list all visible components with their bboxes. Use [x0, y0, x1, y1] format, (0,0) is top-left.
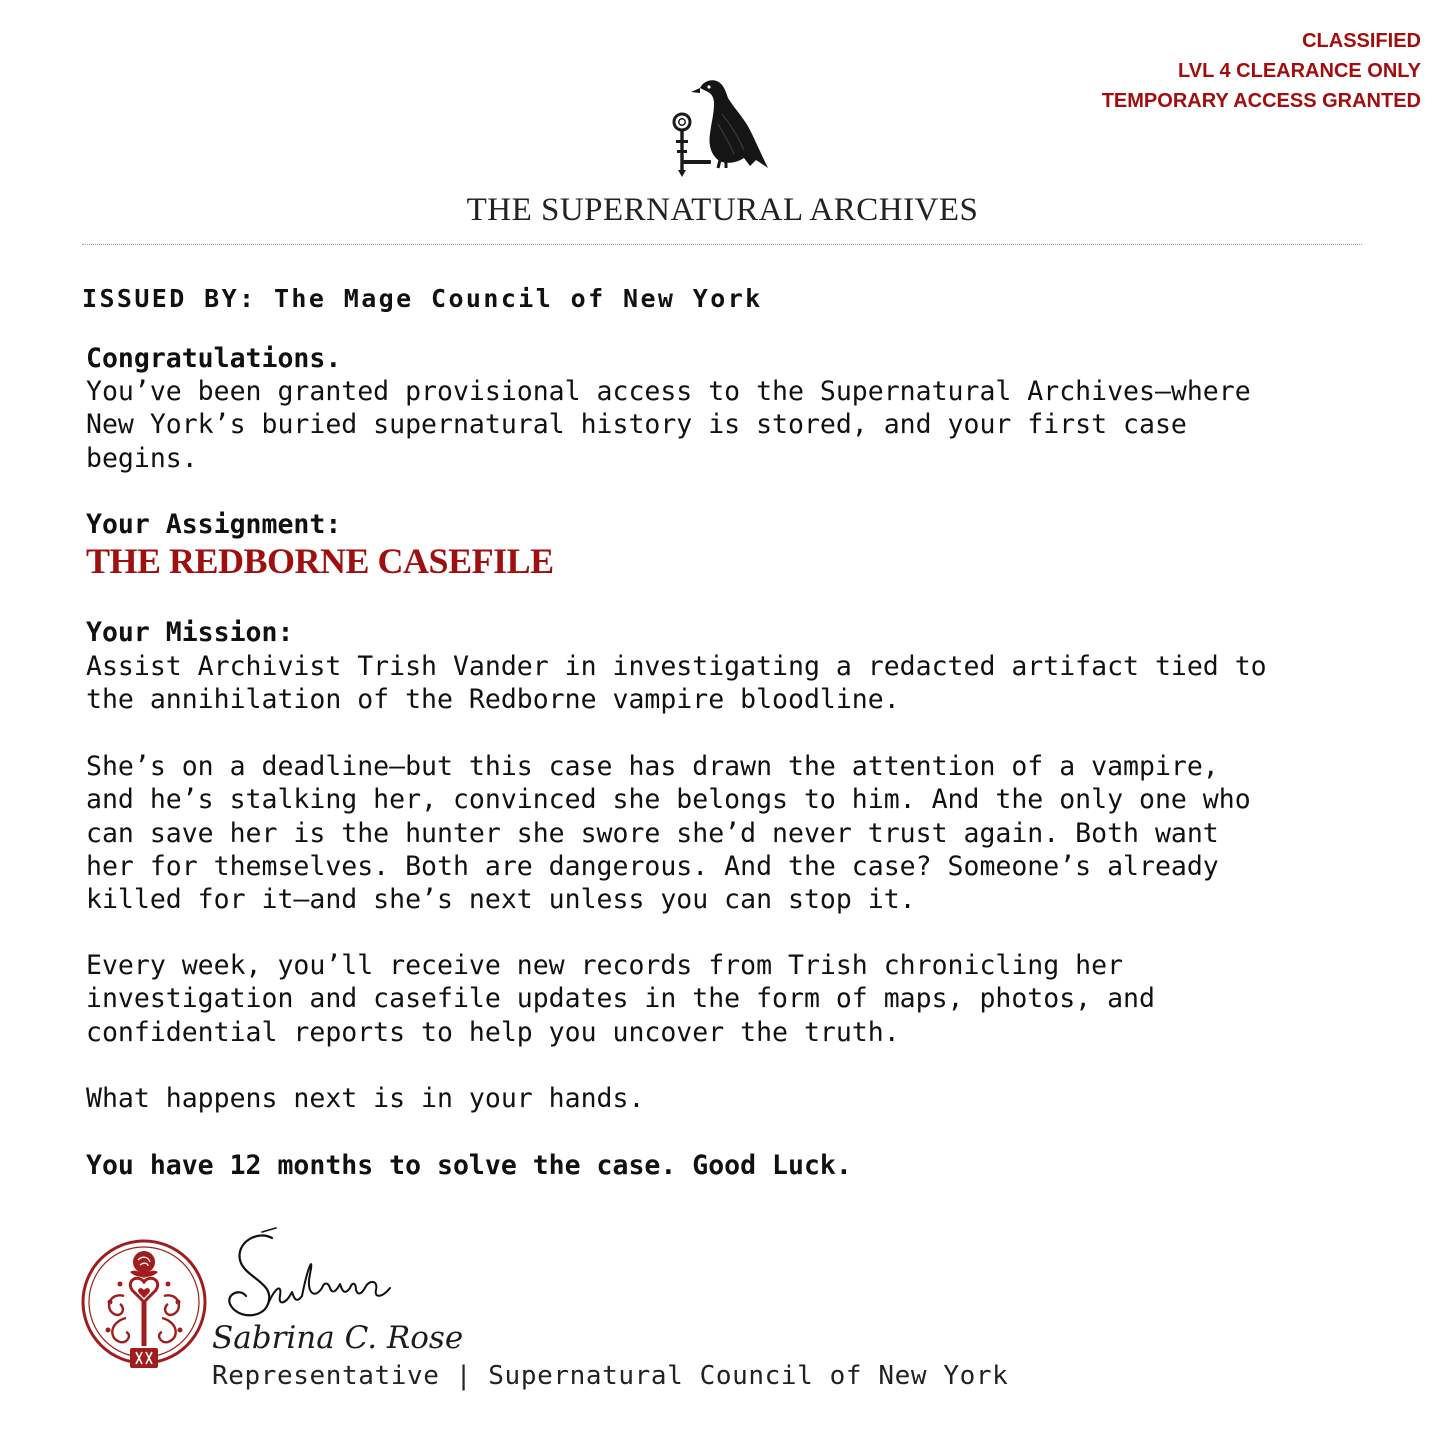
closing-line: You have 12 months to solve the case. Good Luck.	[86, 1150, 852, 1181]
assignment-heading: Your Assignment:	[86, 509, 342, 540]
classified-stamp	[1102, 26, 1421, 116]
intro-paragraph: You’ve been granted provisional access to the Supernatural Archives—where New York’s buried supernatural history is stored, and your first case begins.	[86, 376, 1251, 474]
divider	[82, 244, 1362, 245]
rose-key-seal-icon	[80, 1238, 208, 1372]
signature-script-icon	[210, 1226, 410, 1330]
stamp-access: TEMPORARY ACCESS GRANTED	[1101, 90, 1421, 112]
archive-title: THE SUPERNATURAL ARCHIVES	[466, 192, 979, 228]
signatory-name: Sabrina C. Rose	[212, 1320, 464, 1356]
signatory-role: Representative | Supernatural Council of New York	[212, 1361, 1009, 1391]
mission-paragraph-4: What happens next is in your hands.	[86, 1083, 645, 1114]
mission-paragraph-3: Every week, you’ll receive new records from Trish chronicling her investigation and casefile updates in the form of maps, photos, and confidential reports to help you uncover the truth.	[86, 950, 1155, 1048]
issued-by: ISSUED BY: The Mage Council of New York	[82, 284, 763, 313]
casefile-title: THE REDBORNE CASEFILE	[86, 541, 554, 581]
stamp-classified: CLASSIFIED	[1302, 30, 1421, 52]
stamp-clearance: LVL 4 CLEARANCE ONLY	[1178, 60, 1421, 82]
mission-paragraph-2: She’s on a deadline—but this case has drawn the attention of a vampire, and he’s stalking her, convinced she belongs to him. And the only one who can save her is the hunter she swore she’d never trust again. Both want her for themselves. Both are dangerous. And the case? Someone’s already killed for it—and she’s next unless you can stop it.	[86, 751, 1251, 916]
raven-on-key-icon	[664, 74, 774, 178]
congratulations-heading: Congratulations.	[86, 343, 342, 374]
mission-heading: Your Mission:	[86, 617, 294, 648]
mission-paragraph-1: Assist Archivist Trish Vander in investigating a redacted artifact tied to the annihilation of the Redborne vampire bloodline.	[86, 651, 1267, 716]
